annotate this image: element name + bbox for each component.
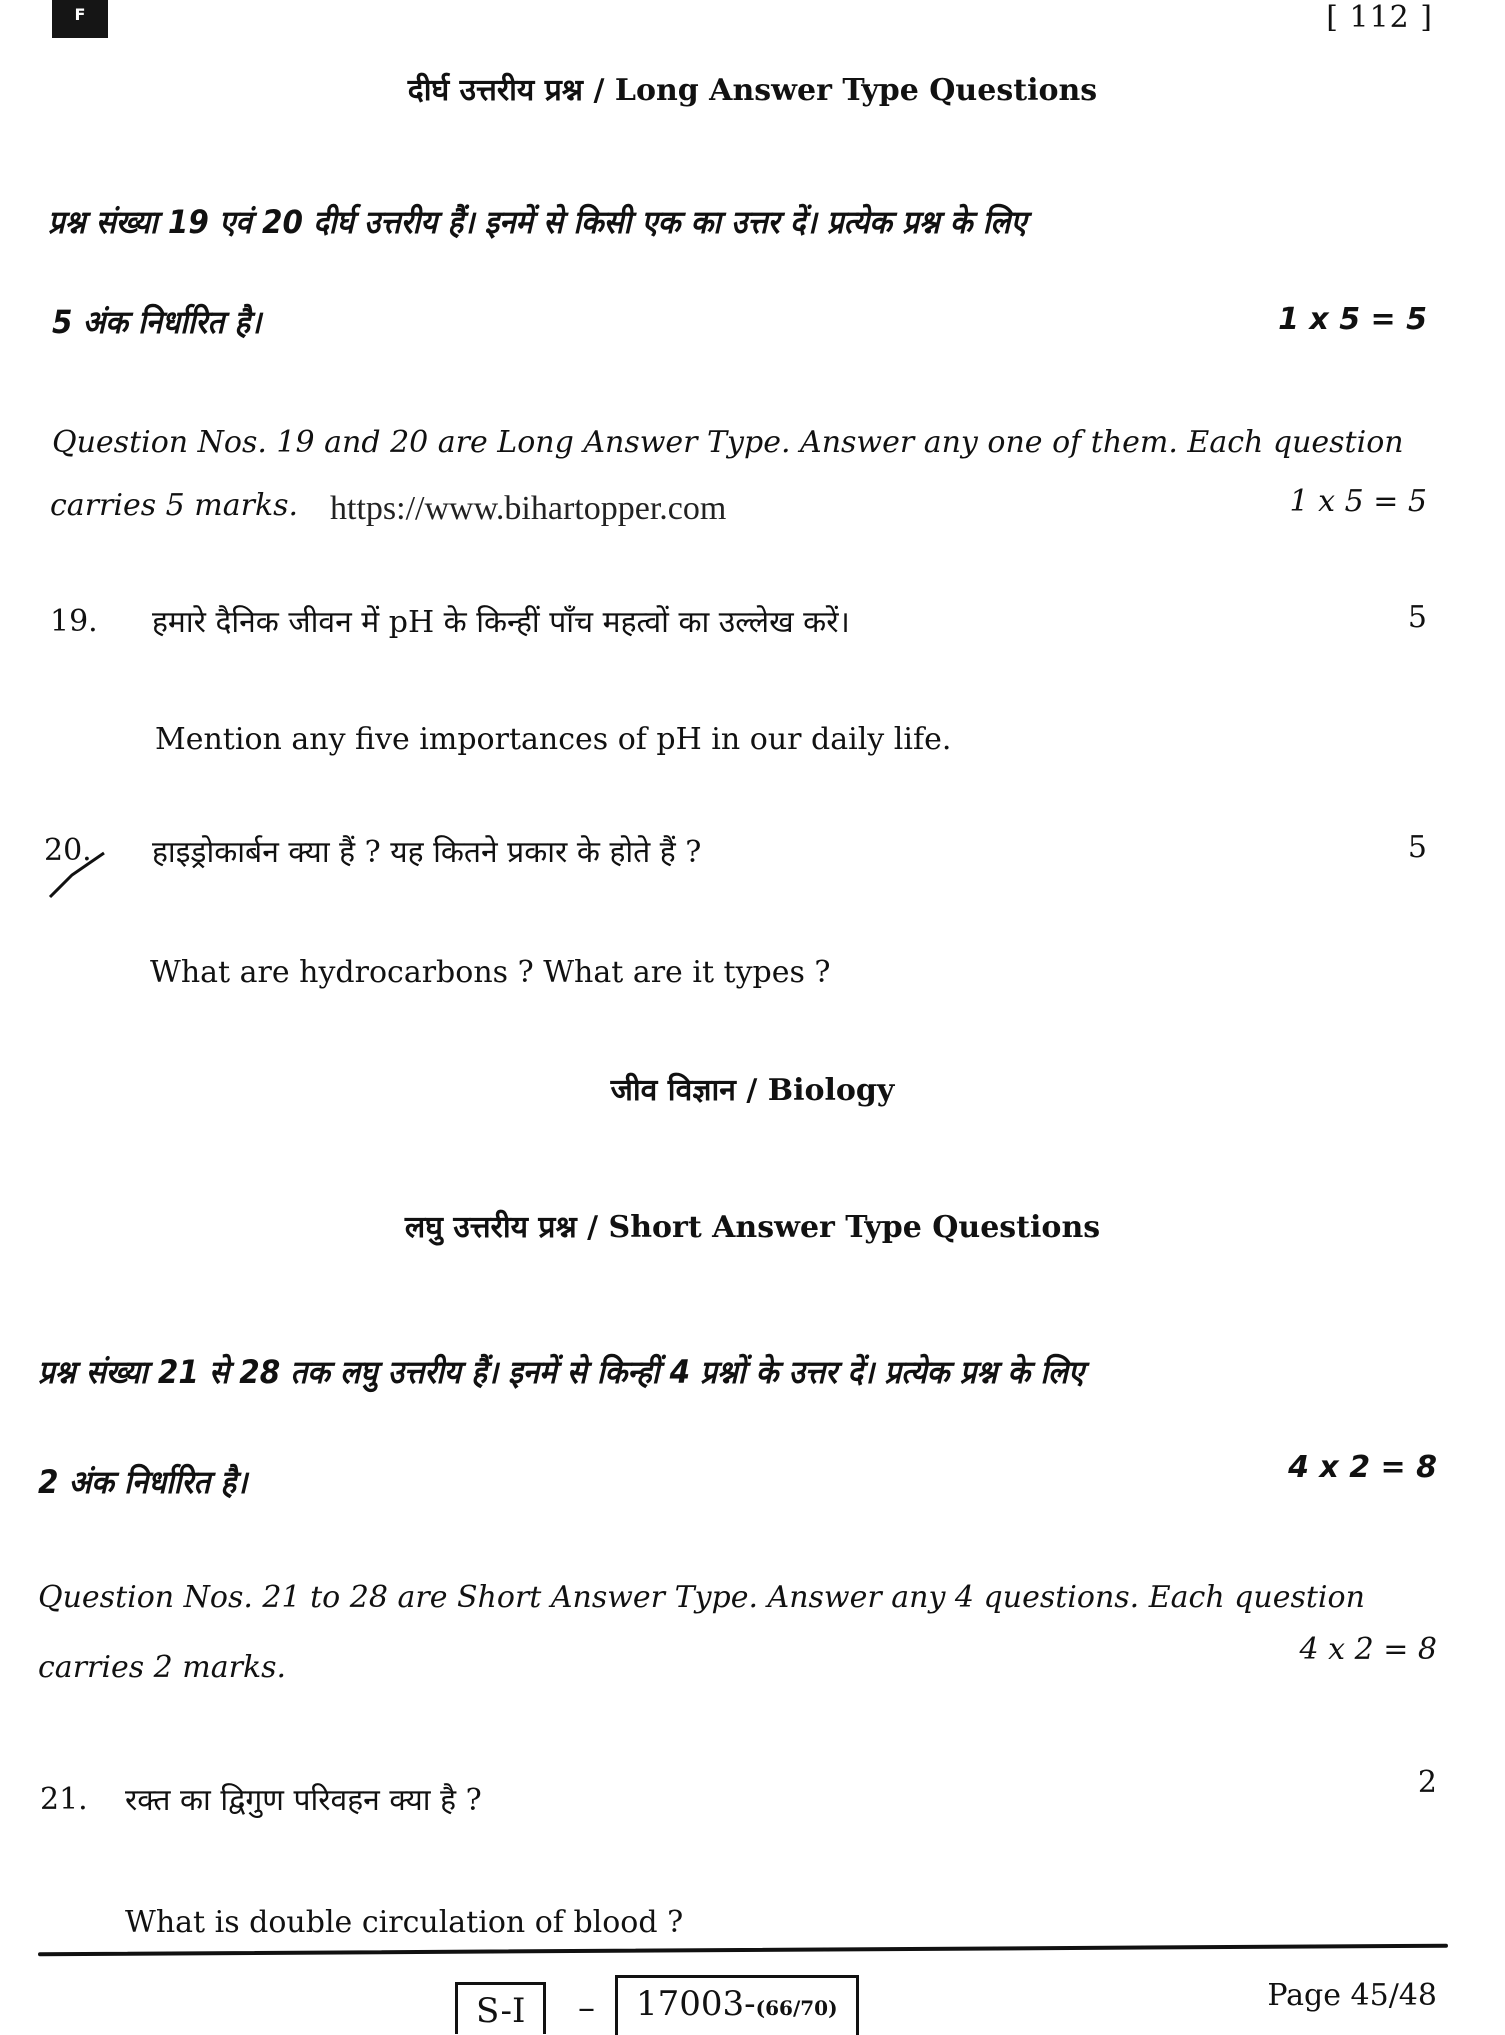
question-text-hi: हमारे दैनिक जीवन में pH के किन्हीं पाँच महत्वों का उल्लेख करें। <box>152 605 850 640</box>
page-code: [ 112 ] <box>1326 0 1433 35</box>
question-text-en: Mention any five importances of pH in our daily life. <box>155 722 952 757</box>
set-code: S-I <box>476 1991 526 2031</box>
short-instruction-en-line1: Question Nos. 21 to 28 are Short Answer Type. Answer any 4 questions. Each question <box>38 1580 1365 1615</box>
question-text-en: What is double circulation of blood ? <box>125 1905 684 1940</box>
page-label: Page 45/48 <box>1267 1978 1437 2013</box>
short-instruction-en-line2: carries 2 marks. <box>38 1650 287 1685</box>
question-text-hi: रक्त का द्विगुण परिवहन क्या है ? <box>125 1783 482 1818</box>
short-answer-heading: लघु उत्तरीय प्रश्न / Short Answer Type Questions <box>404 1210 1101 1245</box>
paper-sub-code: (66/70) <box>755 1996 838 2020</box>
short-instruction-hi-marks: 4 x 2 = 8 <box>1288 1450 1437 1485</box>
set-code-box <box>455 1982 546 2034</box>
biology-heading: जीव विज्ञान / Biology <box>610 1073 895 1108</box>
question-number: 19. <box>50 604 98 639</box>
long-instruction-hi-marks: 1 x 5 = 5 <box>1278 302 1427 337</box>
short-instruction-en-marks: 4 x 2 = 8 <box>1299 1632 1437 1667</box>
long-instruction-en-line2: carries 5 marks. <box>50 488 299 523</box>
question-marks: 5 <box>1407 830 1427 865</box>
question-number: 21. <box>40 1782 88 1817</box>
long-instruction-en-line1: Question Nos. 19 and 20 are Long Answer Type. Answer any one of them. Each question <box>52 425 1404 460</box>
paper-code: 17003- <box>636 1984 756 2024</box>
long-instruction-en-marks: 1 x 5 = 5 <box>1289 484 1427 519</box>
question-text-hi: हाइड्रोकार्बन क्या हैं ? यह कितने प्रकार के होते हैं ? <box>152 835 702 870</box>
paper-code-box <box>615 1975 859 2035</box>
question-number: 20. <box>44 833 92 868</box>
corner-mark: F <box>52 0 108 38</box>
question-text-en: What are hydrocarbons ? What are it types ? <box>150 955 831 990</box>
footer-separator: – <box>578 1988 595 2028</box>
watermark-url: https://www.bihartopper.com <box>330 490 727 527</box>
short-instruction-hi-line2: 2 अंक निर्धारित है। <box>38 1463 248 1501</box>
long-instruction-hi-line2: 5 अंक निर्धारित है। <box>52 303 262 341</box>
short-instruction-hi-line1: प्रश्न संख्या 21 से 28 तक लघु उत्तरीय हैं। इनमें से किन्हीं 4 प्रश्नों के उत्तर दें। प्रत्येक प्रश्न के लिए <box>38 1353 1085 1391</box>
footer-divider <box>38 1944 1448 1957</box>
question-marks: 2 <box>1417 1765 1437 1800</box>
long-instruction-hi-line1: प्रश्न संख्या 19 एवं 20 दीर्घ उत्तरीय हैं। इनमें से किसी एक का उत्तर दें। प्रत्येक प्रश्न के लिए <box>48 203 1027 241</box>
question-marks: 5 <box>1407 600 1427 635</box>
long-answer-heading: दीर्घ उत्तरीय प्रश्न / Long Answer Type Questions <box>407 73 1098 108</box>
